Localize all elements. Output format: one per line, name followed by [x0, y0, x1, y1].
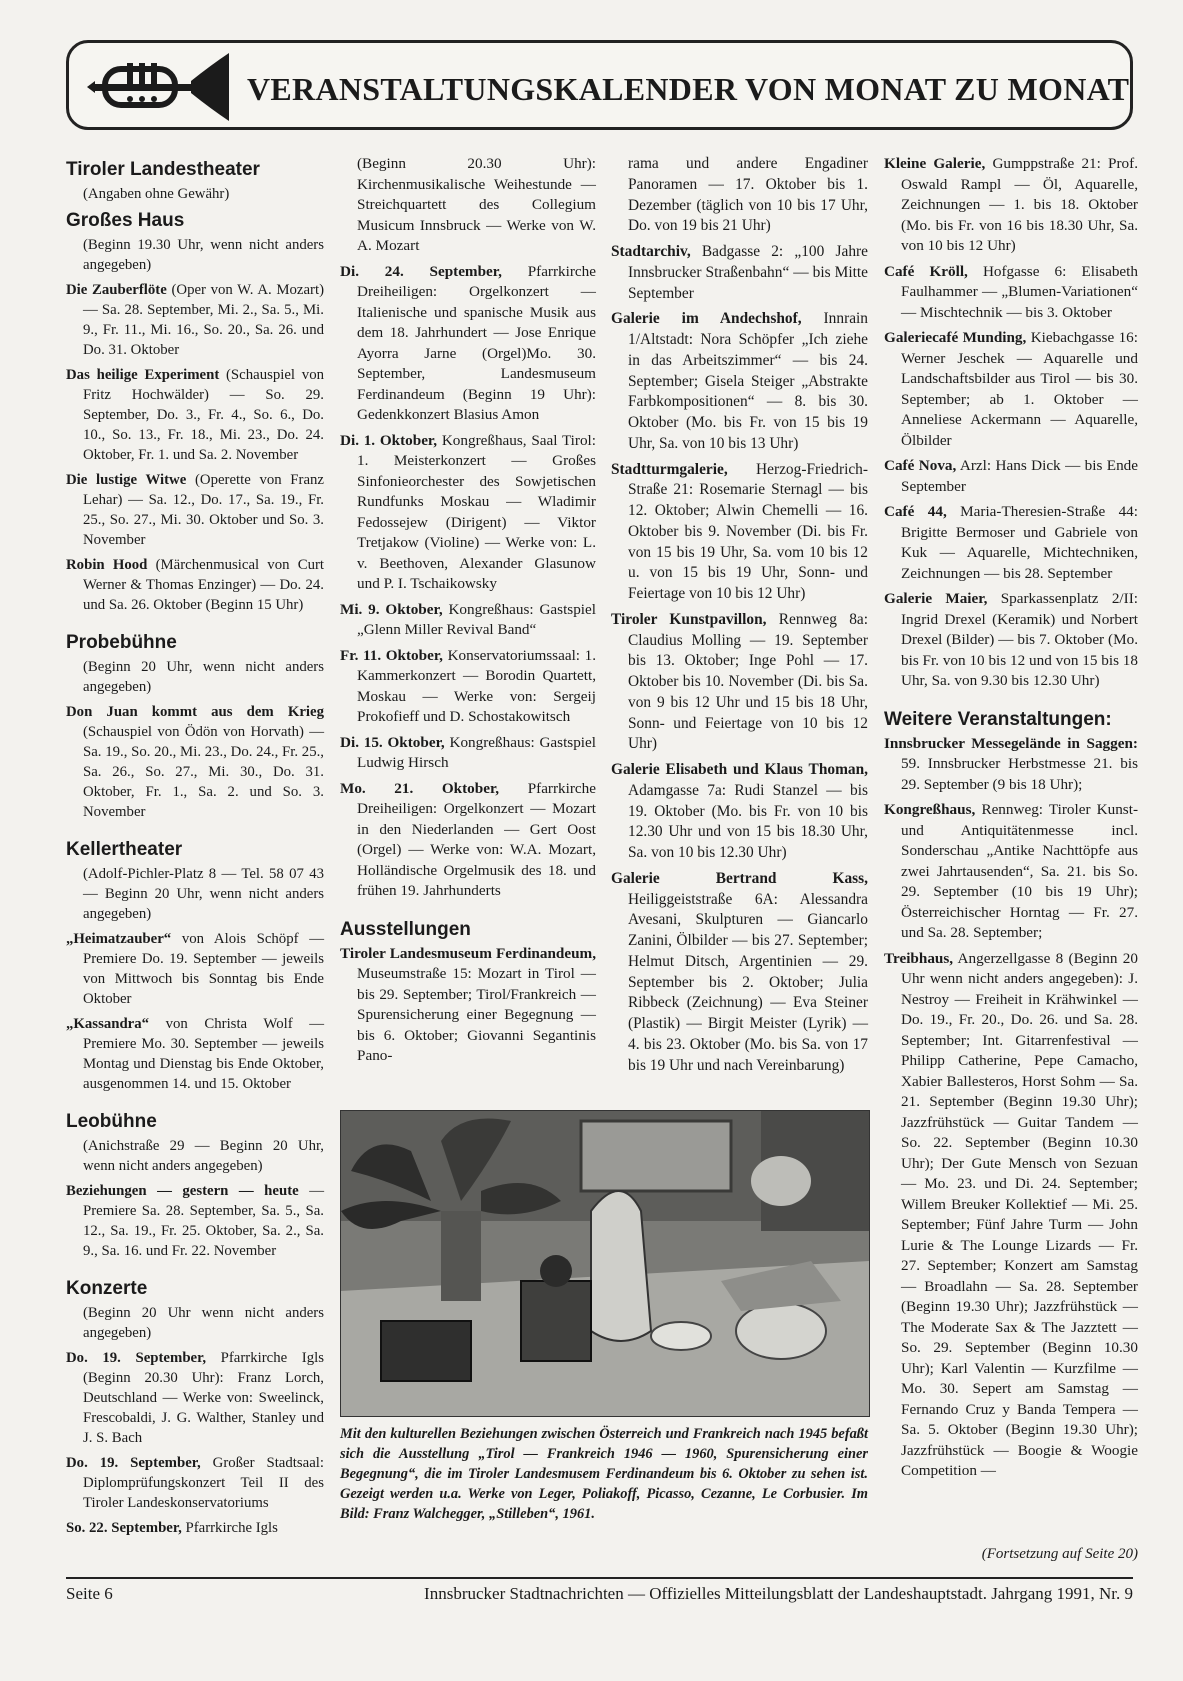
- listing-title: „Heimatzauber“: [66, 931, 172, 947]
- listing-entry: [611, 610, 868, 755]
- listing-entry: [340, 779, 596, 902]
- listing-title: „Kassandra“: [66, 1016, 150, 1032]
- listing-entry: [884, 328, 1138, 451]
- listing-title: Stadtturmgalerie,: [611, 460, 728, 478]
- column-1: [66, 154, 324, 1543]
- listing-entry: [66, 1348, 324, 1448]
- listing-details: Pfarrkirche Igls (Beginn 20.30 Uhr): Franz Lorch, Deutschland — Werke von: Sweelinck, Frescobaldi, J. G. Walther, Stanley und J. S. Bach: [83, 1350, 324, 1446]
- listing-details: Museumstraße 15: Mozart in Tirol — bis 29. September; Tirol/Frankreich — Spurensicherung einer Begegnung — bis 6. Oktober; Giovanni Segantinis Pano-: [357, 965, 596, 1064]
- section-heading: Kellertheater: [66, 839, 183, 860]
- listing-title: Das heilige Experiment: [66, 367, 220, 383]
- listing-details: Konservatoriumssaal: 1. Kammerkonzert — Borodin Quartett, Moskau — Werke von: Sergeij Prokofieff und D. Schostakowitsch: [357, 646, 596, 725]
- info-text: (Beginn 20.30 Uhr): Kirchenmusikalische Weihestunde — Streichquartett des Collegium Musicum Innsbruck — Werke von W. A. Mozart: [357, 155, 596, 254]
- listing-details: Heiliggeiststraße 6A: Alessandra Avesani, Skulpturen — Giancarlo Zanini, Ölbilder — bis 27. September; Helmut Ditsch, Argentinien — 29. September bis 2. Oktober; Julia Ribbeck (Zeichnung) — Eva Steiner (Plastik) — Birgit Meister (Lyrik) — 4. bis 23. Oktober (Mo. bis Sa. von 17 bis 19 Uhr und nach Vereinbarung): [628, 890, 868, 1074]
- listing-entry: [611, 869, 868, 1077]
- listing-entry: [340, 431, 596, 595]
- section-heading: Probebühne: [66, 632, 177, 653]
- listing-details: Hofgasse 6: Elisabeth Faulhammer — „Blumen-Variationen“ — Mischtechnik — bis 3. Oktober: [901, 262, 1138, 321]
- listing-details: Kiebachgasse 16: Werner Jeschek — Aquarelle und Landschaftsbilder aus Tirol — bis 30. September; ab 1. Oktober — Anneliese Ackermann — Aquarelle, Ölbilder: [901, 329, 1139, 449]
- listing-details: (Oper von W. A. Mozart) — Sa. 28. September, Mi. 2., Sa. 5., Mi. 9., Fr. 11., Mi. 16., So. 20., Sa. 26. und Do. 31. Oktober: [83, 282, 325, 358]
- listing-details: (Schauspiel von Fritz Hochwälder) — So. 29. September, Do. 3., Fr. 4., So. 6., Do. 10., So. 13., Fr. 18., Mi. 23., Do. 24. Oktober, Fr. 1. und Sa. 2. November: [83, 367, 324, 463]
- listing-details: Kongreßhaus: Gastspiel Ludwig Hirsch: [357, 733, 596, 771]
- listing-entry: [340, 944, 596, 1067]
- listing-title: Die lustige Witwe: [66, 472, 187, 488]
- listing-title: Do. 19. September,: [66, 1350, 207, 1366]
- listing-entry: [884, 734, 1138, 796]
- listing-entry: [884, 502, 1138, 584]
- listing-entry: [884, 154, 1138, 257]
- listing-entry: [66, 365, 324, 465]
- section-heading: Leobühne: [66, 1111, 157, 1132]
- listing-details: Maria-Theresien-Straße 44: Brigitte Bermoser und Gabriele von Kuk — Aquarelle, Michtechniken, Zeichnungen — bis 28. September: [901, 503, 1138, 582]
- page-number: Seite 6: [66, 1584, 113, 1603]
- listing-entry: [340, 262, 596, 426]
- continuation-note: (Fortsetzung auf Seite 20): [981, 1546, 1138, 1562]
- listing-entry: [66, 470, 324, 550]
- listing-details: Pfarrkirche Dreiheiligen: Orgelkonzert — Italienische und spanische Musik aus dem 18. Jahrhundert — Jose Enrique Ayorra Jarne (Orgel)Mo. 30. September, Landesmuseum Ferdinandeum (Beginn 19 Uhr): Gedenkkonzert Blasius Amon: [357, 262, 596, 423]
- listing-title: Galerie im Andechshof,: [611, 310, 802, 328]
- listing-title: Café Nova,: [884, 457, 957, 474]
- listing-details: Pfarrkirche Igls: [181, 1520, 278, 1536]
- listing-entry: [884, 800, 1138, 944]
- listing-title: Robin Hood: [66, 557, 148, 573]
- listing-entry: [884, 589, 1138, 692]
- listing-details: — Premiere Sa. 28. September, Sa. 5., Sa. 12., Sa. 19., Fr. 25. Oktober, Sa. 2., Sa. 9., Sa. 16. und Fr. 22. November: [83, 1183, 324, 1259]
- section-heading: Ausstellungen: [340, 918, 471, 940]
- info-text: (Beginn 20 Uhr, wenn nicht anders angegeben): [83, 659, 324, 695]
- listing-title: Don Juan kommt aus dem Krieg: [66, 704, 324, 720]
- listing-entry: [611, 242, 868, 304]
- listing-details: 59. Innsbrucker Herbstmesse 21. bis 29. September (9 bis 18 Uhr);: [901, 755, 1138, 793]
- listing-details: (Schauspiel von Ödön von Horvath) — Sa. 19., So. 20., Mi. 23., Do. 24., Fr. 25., Sa. 26., So. 27., Mi. 30., Do. 31. Oktober, Fr. 1., Sa. 2. und So. 3. November: [83, 724, 324, 820]
- listing-details: von Alois Schöpf — Premiere Do. 19. September — jeweils von Mittwoch bis Sonntag bis Ende Oktober: [83, 931, 324, 1007]
- info-text: (Adolf-Pichler-Platz 8 — Tel. 58 07 43 — Beginn 20 Uhr, wenn nicht anders angegeben): [83, 866, 324, 922]
- listing-title: Mi. 9. Oktober,: [340, 600, 443, 618]
- footer-divider: [66, 1577, 1133, 1579]
- listing-details: Adamgasse 7a: Rudi Stanzel — bis 19. Oktober (Mo. bis Fr. von 10 bis 12.30 Uhr und von 15 bis 18.30 Uhr, Sa. von 10 bis 12.30 Uhr): [628, 781, 868, 861]
- listing-title: Kleine Galerie,: [884, 155, 986, 172]
- listing-title: Tiroler Kunstpavillon,: [611, 610, 767, 628]
- listing-entry: [611, 309, 868, 454]
- column-4: [884, 154, 1138, 1487]
- page-title: VERANSTALTUNGSKALENDER VON MONAT ZU MONAT: [247, 71, 1130, 107]
- listing-entry: [66, 1014, 324, 1094]
- listing-entry: [66, 280, 324, 360]
- listing-title: Galeriecafé Munding,: [884, 329, 1027, 346]
- listing-title: Galerie Elisabeth und Klaus Thoman,: [611, 761, 868, 778]
- listing-title: Di. 1. Oktober,: [340, 431, 438, 449]
- column-3: [611, 154, 868, 1081]
- still-life-illustration: [341, 1111, 869, 1416]
- listing-title: Treibhaus,: [884, 949, 954, 967]
- section-note: (Angaben ohne Gewähr): [83, 186, 230, 202]
- listing-details: Sparkassenplatz 2/II: Ingrid Drexel (Keramik) und Norbert Drexel (Bilder) — bis 7. Oktober (Mo. bis Fr. von 10 bis 12 und von 15 bis 18 Uhr, Sa. von 9.30 bis 12.30 Uhr): [901, 590, 1138, 689]
- column-2: [340, 154, 596, 1072]
- info-text: rama und andere Engadiner Panoramen — 17. Oktober bis 1. Dezember (täglich von 10 bis 17 Uhr, Do. von 19 bis 21 Uhr): [628, 155, 868, 235]
- listing-entry: [340, 733, 596, 774]
- listing-entry: [611, 760, 868, 864]
- listing-details: Innrain 1/Altstadt: Nora Schöpfer „Ich ziehe in das Arbeitszimmer“ — bis 24. September; Gisela Steiger „Abstrakte Farbkompositionen“ — 8. bis 30. Oktober (Mo. bis Fr. von 15 bis 19 Uhr, Sa. von 10 bis 13 Uhr): [628, 310, 868, 452]
- publication-line: Innsbrucker Stadtnachrichten — Offizielles Mitteilungsblatt der Landeshauptstadt. Jahrgang 1991, Nr. 9: [424, 1584, 1133, 1603]
- listing-title: Fr. 11. Oktober,: [340, 646, 443, 664]
- listing-title: Galerie Maier,: [884, 590, 988, 607]
- listing-details: (Operette von Franz Lehar) — Sa. 12., Do. 17., Sa. 19., Fr. 25., So. 27., Mi. 30. Oktober und So. 3. November: [83, 472, 324, 548]
- listing-title: Do. 19. September,: [66, 1455, 201, 1471]
- listing-details: Rennweg 8a: Claudius Molling — 19. September bis 13. Oktober; Inge Pohl — 17. Oktober bis 10. November (Di. bis Sa. von 9 bis 12 Uhr und 15 bis 18 Uhr, Sonn- und Feiertage von 10 bis 12 Uhr): [628, 610, 868, 753]
- section-heading: Konzerte: [66, 1278, 148, 1299]
- listing-entry: [884, 456, 1138, 497]
- listing-details: (Märchenmusical von Curt Werner & Thomas Enzinger) — Do. 24. und Sa. 26. Oktober (Beginn 15 Uhr): [83, 557, 325, 613]
- listing-entry: [340, 600, 596, 641]
- listing-details: Badgasse 2: „100 Jahre Innsbrucker Straßenbahn“ — bis Mitte September: [628, 243, 868, 302]
- listing-title: Galerie Bertrand Kass,: [611, 869, 868, 887]
- listing-details: Gumppstraße 21: Prof. Oswald Rampl — Öl, Aquarelle, Zeichnungen — 1. bis 18. Oktober (Mo. bis Fr. von 16 bis 18.30 Uhr, Sa. von 10 bis 12 Uhr): [901, 155, 1139, 254]
- listing-details: von Christa Wolf — Premiere Mo. 30. September — jeweils Montag und Dienstag bis Ende Oktober, ausgenommen 14. und 15. Oktober: [83, 1016, 324, 1092]
- section-heading: Tiroler Landestheater: [66, 159, 260, 180]
- image-caption: Mit den kulturellen Beziehungen zwischen Österreich und Frankreich nach 1945 befaßt sich die Ausstellung „Tirol — Frankreich 1946 — 1960, Spurensicherung einer Begegnung“, die im Tiroler Landesmusem Ferdinandeum bis 6. Oktober zu sehen ist. Gezeigt werden u.a. Werke von Leger, Poliakoff, Picasso, Cezanne, Le Corbusier. Im Bild: Franz Walchegger, „Stilleben“, 1961.: [340, 1426, 868, 1522]
- painting-image: [340, 1110, 870, 1417]
- listing-title: So. 22. September,: [66, 1520, 182, 1536]
- listing-title: Di. 24. September,: [340, 262, 502, 280]
- listing-entry: [611, 460, 868, 605]
- section-heading: Großes Haus: [66, 210, 185, 231]
- info-text: (Beginn 19.30 Uhr, wenn nicht anders angegeben): [83, 237, 324, 273]
- listing-details: Arzl: Hans Dick — bis Ende September: [901, 457, 1138, 495]
- listing-title: Tiroler Landesmuseum Ferdinandeum,: [340, 944, 596, 962]
- listing-details: Angerzellgasse 8 (Beginn 20 Uhr wenn nicht anders angegeben): J. Nestroy — Freiheit in Krähwinkel — Do. 19., Fr. 20., Do. 26. und Sa. 28. September; Int. Gitarrenfestival — Philipp Catherine, Pepe Camacho, Xabier Ballesteros, Horst Sohm — Sa. 21. September (Beginn 19.30 Uhr); Jazzfrühstück — Guitar Tandem — So. 22. September (Beginn 10.30 Uhr); Der Gute Mensch von Sezuan — Mo. 23. und Di. 24. September; Willem Breuker Kollektief — Mi. 25. September; Fünf Jahre Turm — John Lurie & The Lounge Lizards — Fr. 27. September; Konzert am Samstag — Broadlahn — Sa. 28. September (Beginn 19.30 Uhr); Jazzfrühstück — The Moderate Sax & The Jazztett — So. 29. September (Beginn 10.30 Uhr); Karl Valentin — Kurzfilme — Mo. 30. Sepert am Samstag — Fernando Cruz y Banda Tempera — Sa. 5. Oktober (Beginn 19.30 Uhr); Jazzfrühstück — Boogie & Woogie Competition —: [901, 949, 1138, 1479]
- listing-entry: [884, 949, 1138, 1482]
- trumpet-icon: [83, 51, 233, 123]
- listing-details: Kongreßhaus: Gastspiel „Glenn Miller Revival Band“: [357, 600, 596, 638]
- listing-details: Kongreßhaus, Saal Tirol: 1. Meisterkonzert — Großes Sinfonieorchester des Sowjetischen Rundfunks Moskau — Wladimir Fedossejew (Dirigent) — Viktor Tretjakow (Violine) — Werke von: L. v. Beethoven, Alexander Glasunow und P. I. Tschaikowsky: [357, 431, 596, 592]
- listing-details: Pfarrkirche Dreiheiligen: Orgelkonzert — Mozart in den Niederlanden — Gert Oost (Orgel) — Werke von: W.A. Mozart, Holländische Orgelmusik des 18. und frühen 19. Jahrhunderts: [357, 779, 596, 899]
- listing-details: Herzog-Friedrich-Straße 21: Rosemarie Sternagl — bis 12. Oktober; Alwin Chemelli — 16. Oktober bis 9. November (Di. bis Fr. von 15 bis 19 Uhr, Sa. vom 10 bis 12 u. von 15 bis 19 Uhr, Sonn- und Feiertage von 10 bis 12 Uhr): [628, 460, 868, 602]
- info-text: (Beginn 20 Uhr wenn nicht anders angegeben): [83, 1305, 324, 1341]
- listing-title: Kongreßhaus,: [884, 801, 976, 818]
- listing-entry: [884, 262, 1138, 324]
- listing-entry: [66, 702, 324, 822]
- listing-details: Großer Stadtsaal: Diplomprüfungskonzert Teil II des Tiroler Landeskonservatoriums: [83, 1455, 325, 1511]
- listing-entry: [340, 646, 596, 728]
- listing-title: Café 44,: [884, 503, 947, 520]
- listing-entry: [66, 1518, 324, 1538]
- listing-title: Innsbrucker Messegelände in Saggen:: [884, 734, 1138, 752]
- listing-entry: [66, 555, 324, 615]
- listing-entry: [66, 929, 324, 1009]
- listing-title: Stadtarchiv,: [611, 243, 691, 260]
- listing-title: Di. 15. Oktober,: [340, 733, 445, 751]
- listing-entry: [66, 1181, 324, 1261]
- header-banner: [66, 40, 1133, 130]
- info-text: (Anichstraße 29 — Beginn 20 Uhr, wenn nicht anders angegeben): [83, 1138, 324, 1174]
- listing-entry: [66, 1453, 324, 1513]
- listing-title: Beziehungen — gestern — heute: [66, 1183, 299, 1199]
- listing-title: Mo. 21. Oktober,: [340, 779, 500, 797]
- listing-title: Die Zauberflöte: [66, 282, 167, 298]
- section-heading: Weitere Veranstaltungen:: [884, 708, 1112, 730]
- listing-title: Café Kröll,: [884, 262, 968, 280]
- listing-details: Rennweg: Tiroler Kunst- und Antiquitätenmesse incl. Sonderschau „Antike Nachttöpfe aus zwei Jahrtausenden“, Sa. 21. bis So. 29. September (10 bis 19 Uhr); Österreichischer Horntag — Fr. 27. und Sa. 28. September;: [901, 801, 1138, 941]
